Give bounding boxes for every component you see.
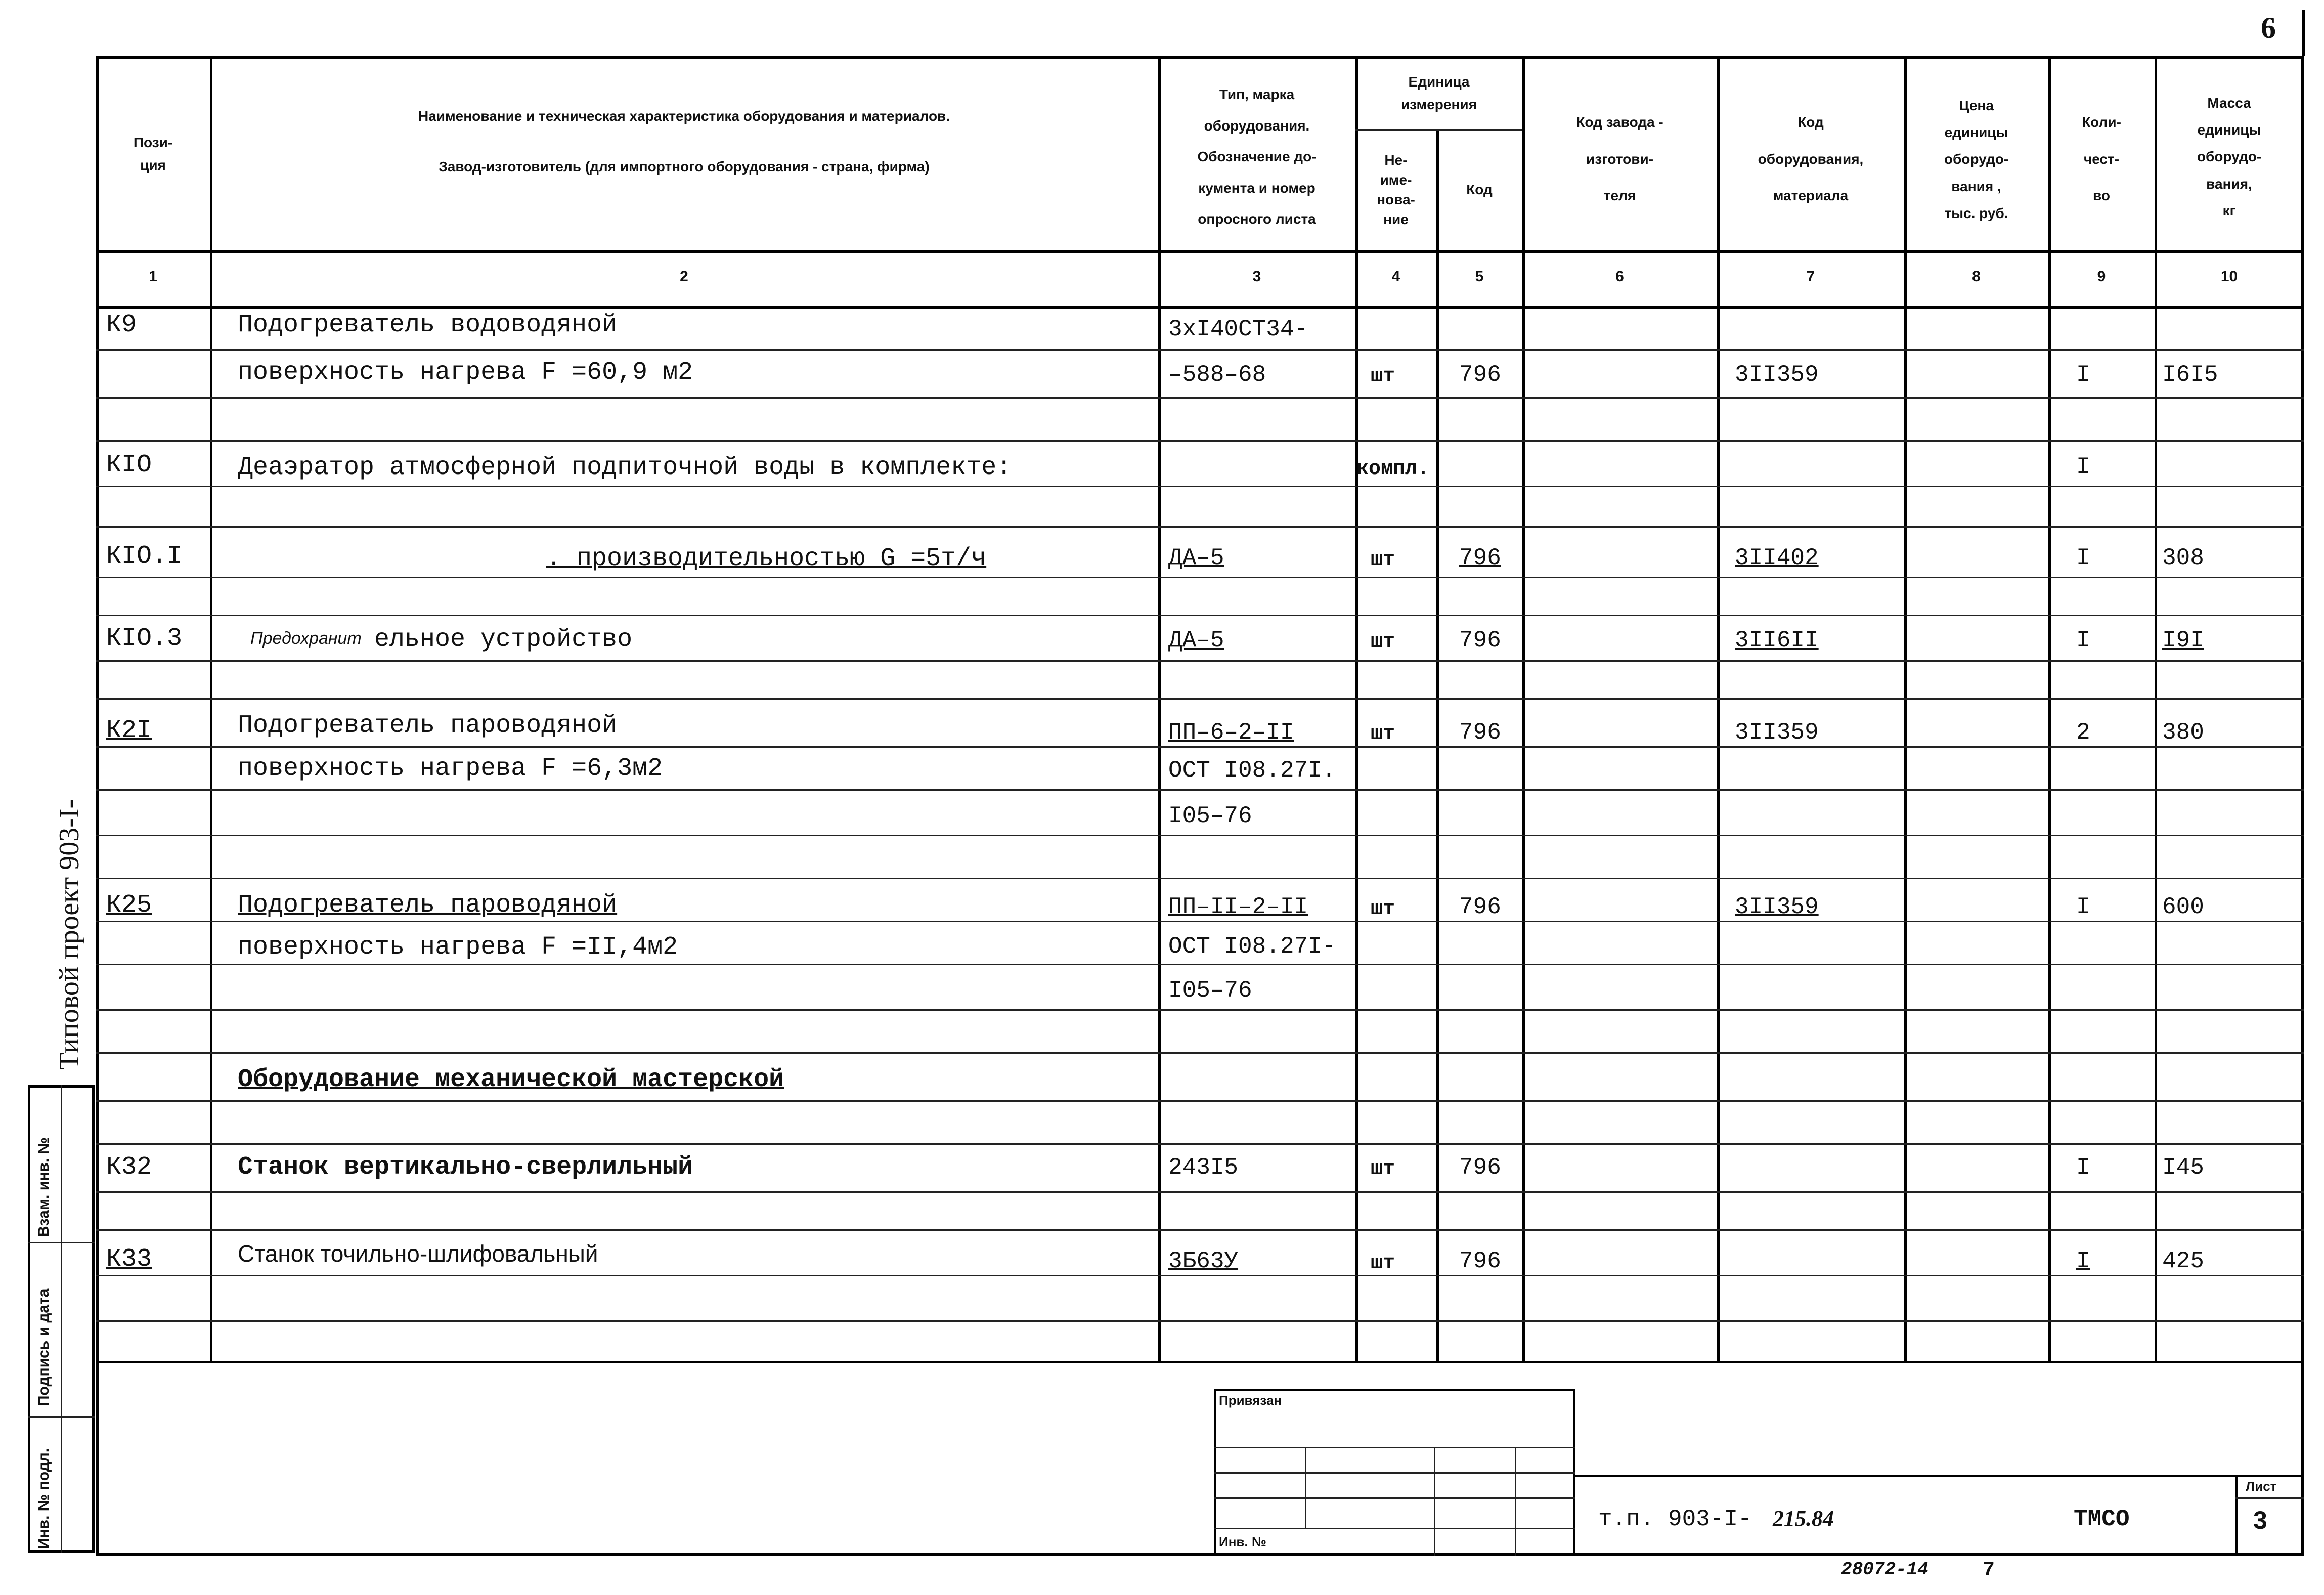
row-k10-1-unit-code: 796: [1459, 545, 1501, 571]
row-k21-type: ПП–6–2–II: [1168, 719, 1294, 746]
col-number-2: 2: [680, 268, 688, 285]
col-number-8: 8: [1972, 268, 1981, 285]
col-number-5: 5: [1475, 268, 1484, 285]
section-heading-workshop: Оборудование механической мастерской: [238, 1065, 784, 1094]
col-number-4: 4: [1391, 268, 1400, 285]
side-label-signature-date: Подпись и дата: [35, 1288, 52, 1406]
header-name-line2: Завод-изготовитель (для импортного оборудования - страна, фирма): [439, 158, 930, 175]
row-k21-position: К2I: [106, 716, 152, 745]
row-k25-position: К25: [106, 891, 152, 920]
row-k32-quantity: I: [2076, 1154, 2090, 1181]
row-k10-3-type: ДА–5: [1168, 627, 1224, 654]
header-unit-name: Не- име- нова- ние: [1377, 152, 1415, 228]
row-k10-unit: компл.: [1356, 458, 1430, 481]
row-k21-material-code: 3II359: [1735, 719, 1819, 746]
header-quantity: Коли- чест- во: [2082, 114, 2121, 204]
row-k25-type-cont: ОСТ I08.27I-: [1168, 933, 1336, 960]
row-k21-surface: поверхность нагрева F =6,3м2: [238, 754, 663, 783]
row-k25-type-cont2: I05–76: [1168, 977, 1252, 1004]
header-unit: Единица измерения: [1401, 74, 1477, 112]
doc-code: т.п. 903-I-: [1598, 1506, 1752, 1532]
row-k25-material-code: 3II359: [1735, 894, 1819, 920]
side-label-vzam-inv: Взам. инв. №: [35, 1137, 52, 1237]
row-k9-position: К9: [106, 311, 137, 339]
col-number-6: 6: [1615, 268, 1624, 285]
row-k9-unit: шт: [1371, 365, 1395, 388]
row-k21-unit-code: 796: [1459, 719, 1501, 746]
row-k33-type: 3Б63У: [1168, 1248, 1239, 1274]
page-number: 6: [2261, 11, 2276, 45]
row-k25-unit-code: 796: [1459, 894, 1501, 920]
col-number-3: 3: [1252, 268, 1261, 285]
row-k32-type: 243I5: [1168, 1154, 1239, 1181]
header-position: Пози- ция: [133, 135, 173, 173]
row-k25-unit: шт: [1371, 898, 1395, 921]
row-k25-quantity: I: [2076, 894, 2090, 920]
row-k9-mass: I6I5: [2162, 362, 2218, 388]
row-k10-3-name-handwritten: Предохранит: [250, 629, 362, 648]
row-k10-3-quantity: I: [2076, 627, 2090, 654]
row-k10-1-unit: шт: [1371, 549, 1395, 572]
row-k10-1-type: ДА–5: [1168, 545, 1224, 571]
header-type: Тип, марка оборудования. Обозначение до- кумента и номер опросного листа: [1197, 87, 1317, 227]
row-k10-quantity: I: [2076, 454, 2090, 480]
row-k21-unit: шт: [1371, 723, 1395, 746]
row-k33-quantity: I: [2076, 1248, 2090, 1274]
row-k25-mass: 600: [2162, 894, 2204, 920]
row-k9-type: 3хI40CT34-: [1168, 316, 1308, 342]
row-k21-quantity: 2: [2076, 719, 2090, 746]
row-k10-3-unit: шт: [1371, 631, 1395, 654]
row-k33-position: К33: [106, 1245, 152, 1274]
col-number-1: 1: [149, 268, 157, 285]
row-k10-name: Деаэратор атмосферной подпиточной воды в комплекте:: [238, 453, 1012, 482]
col-number-9: 9: [2097, 268, 2106, 285]
row-k10-1-material-code: 3II402: [1735, 545, 1819, 571]
row-k9-material-code: 3II359: [1735, 362, 1819, 388]
row-k33-name: Станок точильно-шлифовальный: [238, 1240, 598, 1267]
row-k9-quantity: I: [2076, 362, 2090, 388]
sheet-label: Лист: [2246, 1479, 2277, 1494]
privyazan-label: Привязан: [1219, 1393, 1282, 1408]
row-k10-3-position: КIО.3: [106, 624, 183, 653]
row-k10-position: КIО: [106, 451, 152, 480]
row-k10-1-position: КIО.I: [106, 542, 183, 571]
row-k10-3-unit-code: 796: [1459, 627, 1501, 654]
row-k32-name: Станок вертикально-сверлильный: [238, 1153, 693, 1182]
header-factory-code: Код завода - изготови- теля: [1576, 114, 1663, 204]
inv-number-label: Инв. №: [1219, 1534, 1266, 1549]
sheet-number: 3: [2253, 1506, 2267, 1534]
row-k9-unit-code: 796: [1459, 362, 1501, 388]
side-project-label: Типовой проект 903-I-: [54, 799, 85, 1070]
row-k32-mass: I45: [2162, 1154, 2204, 1181]
row-k25-surface: поверхность нагрева F =II,4м2: [238, 933, 678, 962]
row-k9-surface: поверхность нагрева F =60,9 м2: [238, 358, 693, 387]
row-k33-mass: 425: [2162, 1248, 2204, 1274]
bottom-number: 7: [1983, 1559, 1995, 1582]
row-k21-type-cont2: I05–76: [1168, 803, 1252, 829]
row-k9-type-cont: –588–68: [1168, 362, 1266, 388]
col-number-7: 7: [1806, 268, 1815, 285]
row-k10-1-quantity: I: [2076, 545, 2090, 571]
row-k21-type-cont: ОСТ I08.27I.: [1168, 757, 1336, 784]
col-number-10: 10: [2220, 268, 2238, 285]
row-k25-type: ПП–II–2–II: [1168, 894, 1308, 920]
row-k10-3-material-code: 3II6II: [1735, 627, 1819, 654]
row-k10-3-name: ельное устройство: [374, 625, 633, 654]
header-price: Цена единицы оборудо- вания , тыс. руб.: [1944, 98, 2009, 221]
row-k25-name: Подогреватель пароводяной: [238, 891, 618, 920]
header-equipment-code: Код оборудования, материала: [1758, 114, 1864, 204]
header-mass: Масса единицы оборудо- вания, кг: [2197, 95, 2262, 219]
row-k9-name: Подогреватель водоводяной: [238, 311, 618, 339]
row-k33-unit-code: 796: [1459, 1248, 1501, 1274]
row-k32-unit: шт: [1371, 1158, 1395, 1181]
row-k32-position: К32: [106, 1153, 152, 1182]
row-k10-1-name: . производительностью G =5т/ч: [546, 544, 987, 573]
row-k10-3-mass: I9I: [2162, 627, 2204, 654]
row-k21-mass: 380: [2162, 719, 2204, 746]
bottom-code: 28072-14: [1841, 1559, 1928, 1580]
header-name-line1: Наименование и техническая характеристика оборудования и материалов.: [418, 108, 950, 124]
side-label-inv-podl: Инв. № подл.: [35, 1448, 52, 1549]
header-unit-code: Код: [1466, 181, 1493, 197]
row-k21-name: Подогреватель пароводяной: [238, 711, 618, 740]
doc-mark: ТМСО: [2074, 1506, 2130, 1532]
row-k32-unit-code: 796: [1459, 1154, 1501, 1181]
row-k10-1-mass: 308: [2162, 545, 2204, 571]
doc-code-handwritten: 215.84: [1773, 1506, 1834, 1531]
row-k33-unit: шт: [1371, 1252, 1395, 1275]
